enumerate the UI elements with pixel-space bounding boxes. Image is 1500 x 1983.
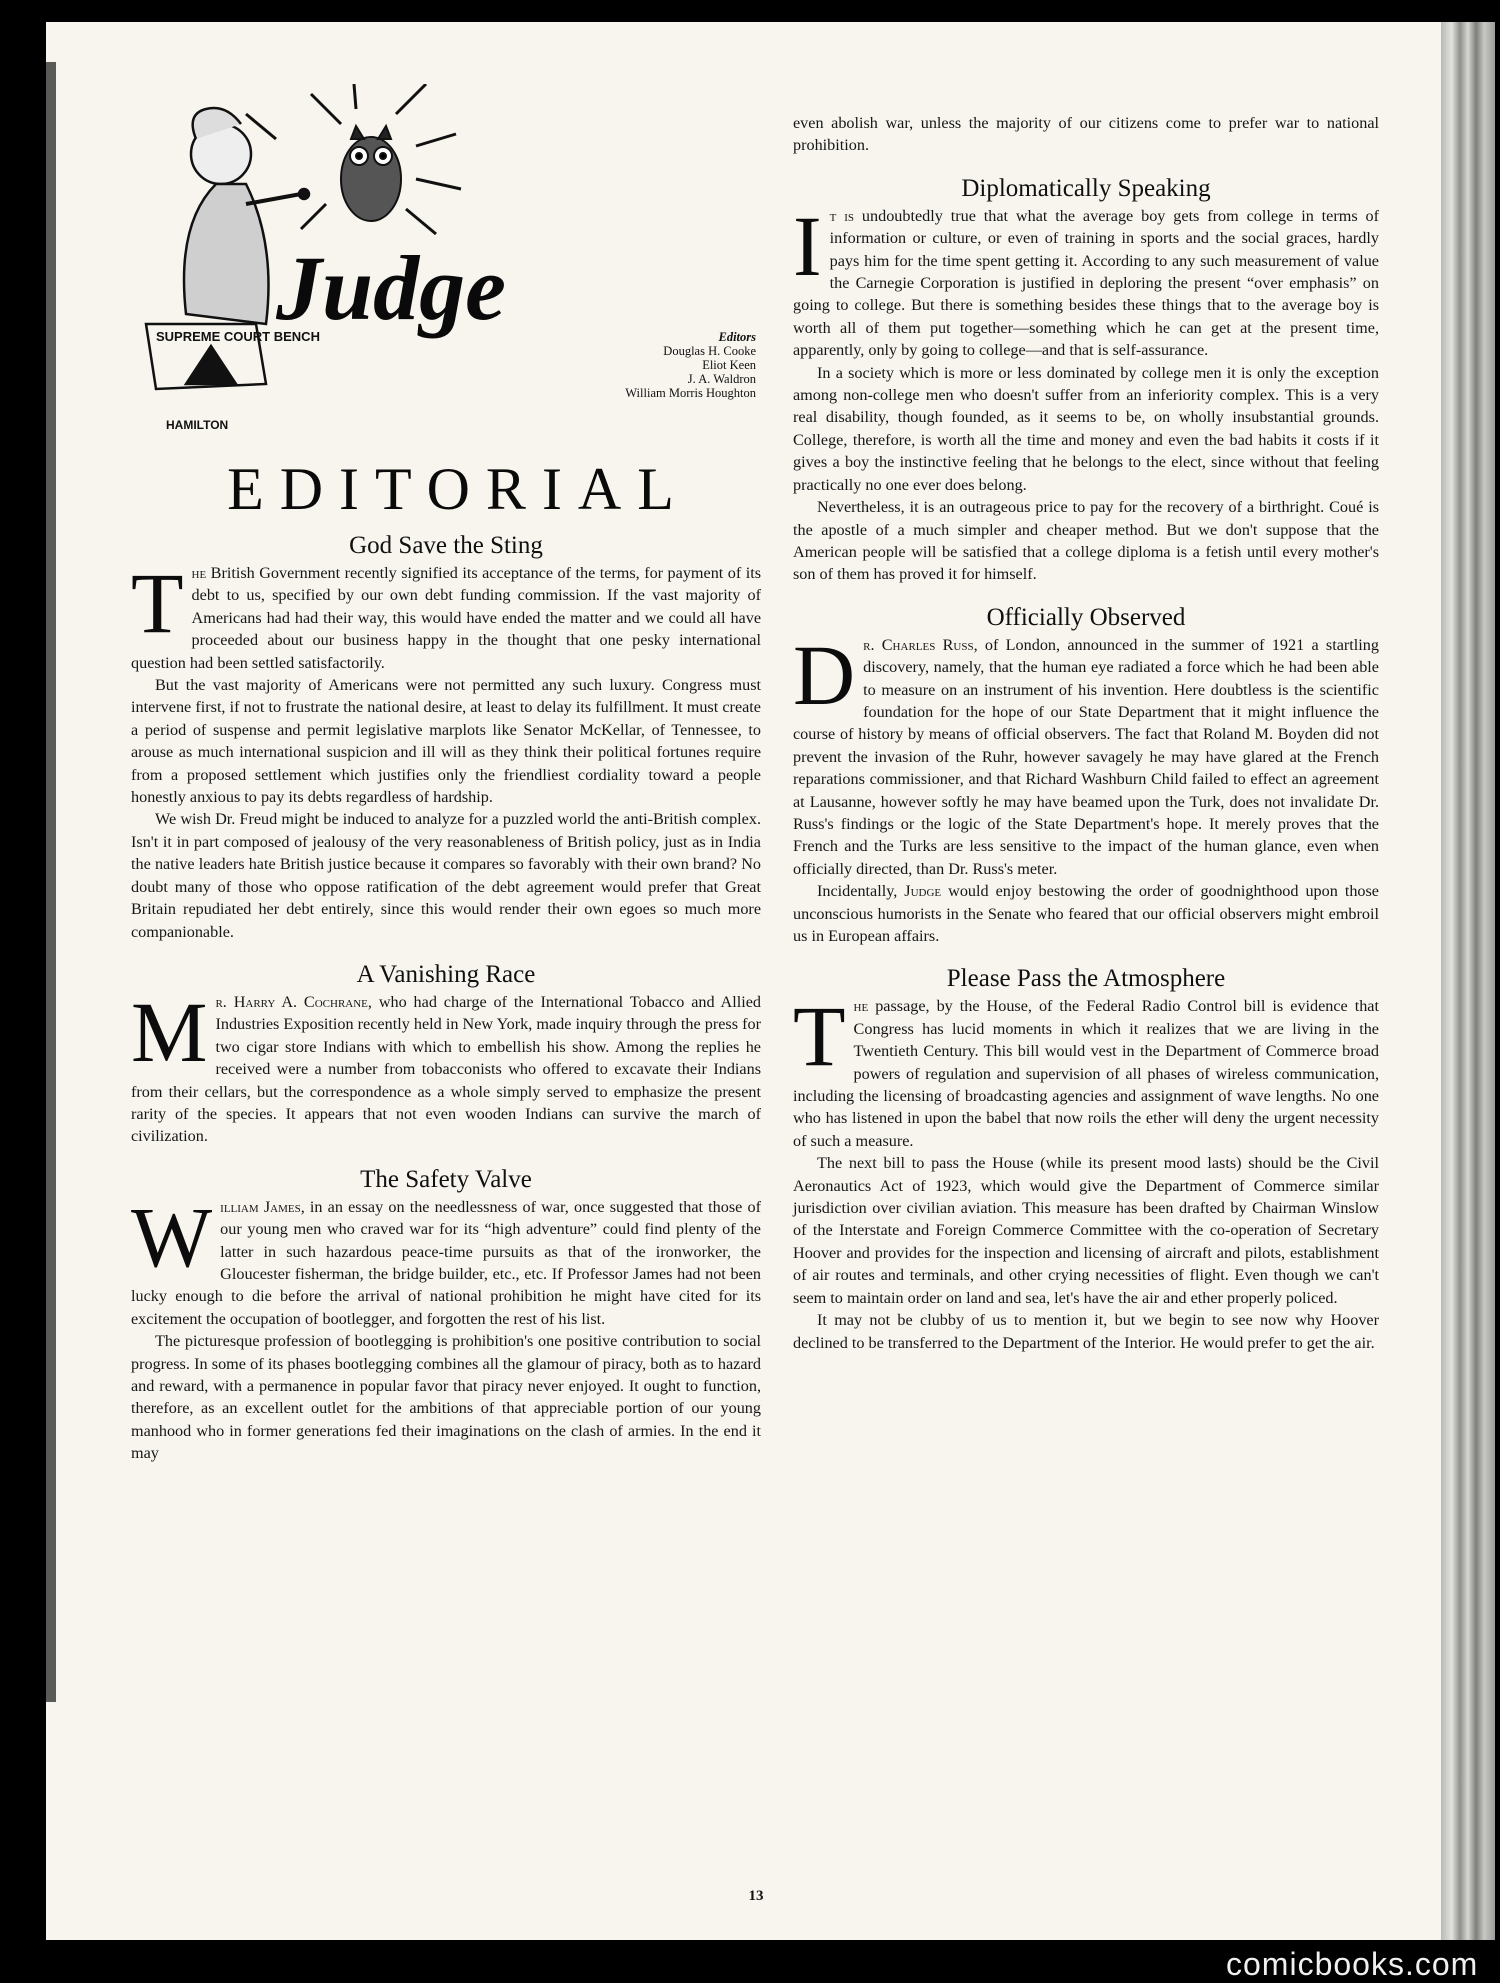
drop-cap: T [131,555,184,651]
article-paragraph: The picturesque profession of bootlegging is prohibition's one positive contribution to social progress. In some of its phases bootlegging combines all the glamour of piracy, both as to hazard and reward, with a permanence in popular favor that piracy never enjoyed. It ought to function, therefore, as an excellent outlet for the ambitions of that appreciable portion of our young manhood who in former generations fed their imaginations on the clash of armies. In the end it may [131,1332,761,1463]
right-column [793,112,1379,1354]
article-paragraph: Dr. Charles Russ, of London, announced in the summer of 1921 a startling discovery, namely, that the human eye radiated a force which he had been able to measure on an instrument of his invention. Here doubtless is the scientific foundation for the hope of our State Department that it might influence the course of history by means of official observers. The fact that Roland M. Boyden did not prevent the invasion of the Ruhr, however savagely he may have glared at the French reparations commissioner, and that Richard Washburn Child failed to effect an agreement at Lausanne, however softly he may have beamed upon the Turk, does not invalidate Dr. Russ's findings or the logic of the State Department's hope. It merely proves that the French and the Turks are less sensitive to the impact of the human glance, even when officially directed, than Dr. Russ's meter. [793,626,1379,878]
drop-cap: I [793,197,822,294]
editors-label: Editors [718,330,756,344]
left-column [131,530,761,1465]
editors-list [566,330,756,400]
article-paragraph: It may not be clubby of us to mention it, but we begin to see now why Hoover declined to be transferred to the Department of the Interior. He would prefer to get the air. [793,1311,1379,1352]
article-paragraph: It is undoubtedly true that what the average boy gets from college in terms of information or culture, or even of training in sports and the social graces, hardly pays him for the time spent getting it. According to any such measurement of value the Carnegie Corporation is justified in deploring the present “over emphasis” on going to college. But there is something besides these things that to the average boy is worth all of them put together—something which he can get at the present time, apparently, only by going to college—and that is self-assurance. [793,197,1380,360]
article-paragraph: William James, in an essay on the needlessness of war, once suggested that those of our young men who craved war for its “high adventure” could find plenty of the latter in such hazardous peace-time pursuits as that of the ironworker, the Gloucester fisherman, the bridge builder, etc., etc. If Professor James had not been lucky enough to die before the arrival of national prohibition he might have cited for its excitement the occupation of bootlegger, and forgotten the rest of his list. [131,1188,761,1328]
masthead-title: EDITORIAL [227,456,690,522]
drop-cap: T [793,988,846,1085]
bench-text: SUPREME COURT BENCH [156,329,320,344]
article-paragraph: The British Government recently signified its acceptance of the terms, for payment of its debt to us, specified by our own debt funding commission. If the vast majority of Americans had had their way, this would have ended the matter and we could all have proceeded about our business happy in the thought that one pesky international question had been settled satisfactorily. [131,555,761,672]
binding-shadow [46,62,56,1702]
judge-logo-illustration [126,84,506,444]
artist-signature: HAMILTON [166,418,229,432]
article-paragraph-continued: even abolish war, unless the majority of our citizens come to prefer war to national prohibition. [793,114,1379,155]
book-gutter [1441,22,1495,1940]
article-paragraph: In a society which is more or less dominated by college men it is only the exception among non-college men who doesn't suffer from an inferiority complex. This is a very real disability, though founded, as it seems to be, on wholly insubstantial grounds. College, therefore, is worth all the time and money and even the bad habits it costs if it gives a boy the instinctive feeling that he belongs to the elect, since without that feeling practically no one ever does belong. [793,363,1379,494]
article-paragraph: Incidentally, Judge would enjoy bestowing the order of goodnighthood upon those unconscious humorists in the Senate who feared that our official observers might embroil us in European affairs. [793,882,1379,945]
drop-cap: W [131,1188,213,1285]
section-title: The Safety Valve [360,1165,532,1193]
editor-name: Eliot Keen [702,358,756,372]
editor-name: William Morris Houghton [625,386,756,400]
article-paragraph: The next bill to pass the House (while its present mood lasts) should be the Civil Aeronautics Act of 1923, which would give the Department of Commerce similar jurisdiction over civilian aviation. This measure has been drafted by Chairman Winslow of the Interstate and Foreign Commerce Committee with the co-operation of Secretary Hoover and provides for the inspection and licensing of aircraft and pilots, establishment of air routes and terminals, and other crying necessities of flight. Even though we can't seem to maintain order on land and sea, let's have the air and ether properly policed. [793,1154,1379,1307]
section-title: Please Pass the Atmosphere [946,965,1226,993]
watermark-text: comicbooks.com [1226,1946,1479,1982]
magazine-page [46,22,1441,1940]
drop-cap: M [131,983,208,1080]
judge-wordmark: Judge [276,237,506,339]
section-title: Officially Observed [986,603,1186,631]
section-title: A Vanishing Race [356,960,536,988]
article-paragraph: The passage, by the House, of the Federal Radio Control bill is evidence that Congress has lucid moments in which it realizes that we are living in the Twentieth Century. This bill would vest in the Department of Commerce broad powers of regulation and supervision of all phases of wireless communication, including the licensing of broadcasting agencies and assignment of wave lengths. No one who has listened in upon the babel that now roils the ether will deny the urgent necessity of such a measure. [793,988,1379,1150]
drop-cap: D [793,626,856,723]
article-paragraph: Nevertheless, it is an outrageous price to pay for the recovery of a birthright. Coué is the apostle of a much simpler and cheaper method. But we don't suppose that the American people will be satisfied that a college diploma is a fetish until every mother's son of them has proved it for himself. [793,498,1379,584]
page-number: 13 [748,1888,764,1904]
section-title: Diplomatically Speaking [961,174,1211,202]
section-title: God Save the Sting [349,532,543,559]
article-paragraph: Mr. Harry A. Cochrane, who had charge of the International Tobacco and Allied Industries Exposition recently held in New York, made inquiry through the press for two cigar store Indians with which to embellish his show. Among the replies he received were a number from tobacconists who offered to excavate their Indians from their cellars, but the correspondence as a whole simply served to emphasize the present rarity of the species. It appears that not even wooden Indians can survive the march of civilization. [131,983,761,1146]
article-paragraph: We wish Dr. Freud might be induced to analyze for a puzzled world the anti-British complex. Isn't it in part composed of jealousy of the very reasonableness of British policy, just as in India the native leaders hate British justice because it compares so favorably with their own brand? No doubt many of those who oppose ratification of the debt agreement would prefer that Great Britain repudiated her debt entirely, since this would render their own egoes so much more companionable. [131,810,761,941]
editor-name: J. A. Waldron [687,372,756,386]
article-paragraph: But the vast majority of Americans were not permitted any such luxury. Congress must intervene first, if not to frustrate the national desire, at least to delay its fulfillment. It must create a period of suspense and permit legislative marplots like Senator McKellar, of Tennessee, to arouse as much international suspicion and ill will as they think their political fortunes require from a proposed settlement which justifies only the friendliest cordiality toward a people honestly anxious to pay its debts regardless of hardship. [131,676,761,807]
editor-name: Douglas H. Cooke [663,344,756,358]
